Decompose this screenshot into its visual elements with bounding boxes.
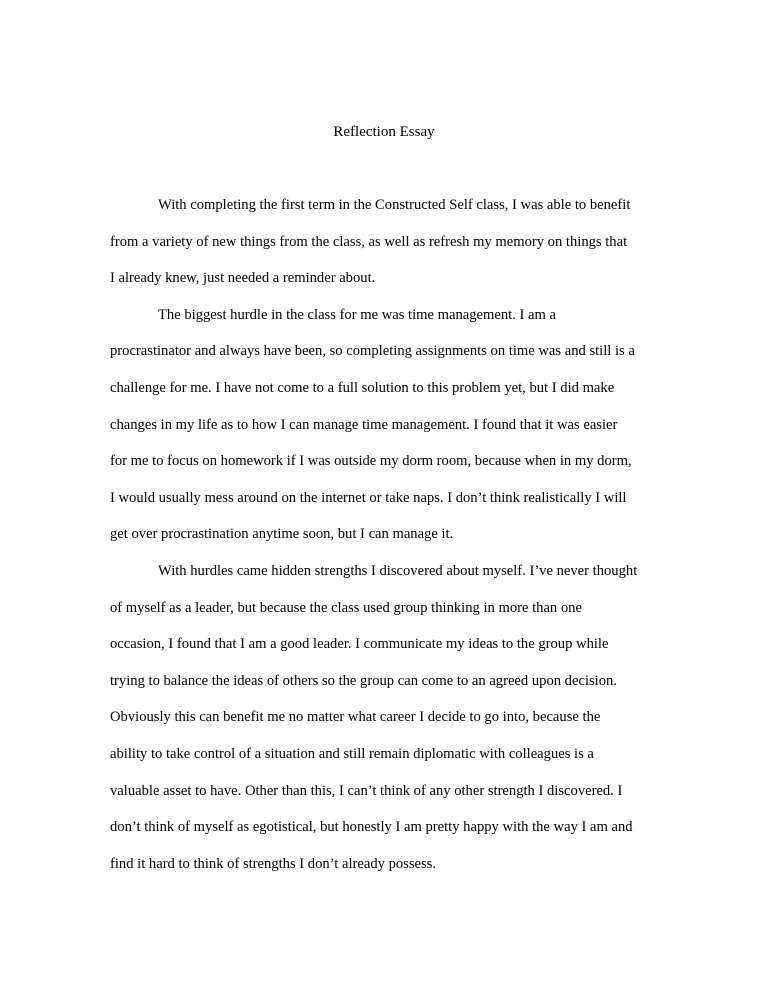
text-line: from a variety of new things from the class, as well as refresh my memory on things that — [110, 233, 628, 250]
text-line: With hurdles came hidden strengths I discovered about myself. I’ve never thought — [158, 562, 638, 579]
essay-title: Reflection Essay — [333, 124, 435, 140]
text-line: With completing the first term in the Constructed Self class, I was able to benefit — [158, 197, 631, 213]
text-line: don’t think of myself as egotistical, but honestly I am pretty happy with the way I am and — [110, 819, 633, 836]
text-line: occasion, I found that I am a good leader. I communicate my ideas to the group while — [110, 636, 609, 653]
text-line: The biggest hurdle in the class for me was time management. I am a — [158, 306, 556, 323]
text-line: I would usually mess around on the internet or take naps. I don’t think realistically I will — [110, 489, 627, 506]
text-line: get over procrastination anytime soon, but I can manage it. — [110, 526, 454, 543]
text-line: I already knew, just needed a reminder about. — [110, 270, 376, 287]
paragraph — [110, 553, 670, 882]
text-line: procrastinator and always have been, so completing assignments on time was and still is a — [110, 343, 635, 360]
text-line: for me to focus on homework if I was outside my dorm room, because when in my dorm, — [110, 453, 632, 470]
text-line: valuable asset to have. Other than this, I can’t think of any other strength I discovered. I — [110, 782, 623, 799]
text-line: find it hard to think of strengths I don’t already possess. — [110, 855, 437, 872]
essay-body — [110, 187, 670, 882]
text-line: ability to take control of a situation and still remain diplomatic with colleagues is a — [110, 745, 594, 762]
paragraph — [110, 187, 670, 297]
text-line: challenge for me. I have not come to a full solution to this problem yet, but I did make — [110, 379, 615, 396]
text-line: changes in my life as to how I can manage time management. I found that it was easier — [110, 416, 618, 433]
text-line: Obviously this can benefit me no matter what career I decide to go into, because the — [110, 709, 601, 726]
text-line: of myself as a leader, but because the class used group thinking in more than one — [110, 599, 582, 616]
paragraph — [110, 297, 670, 553]
text-line: trying to balance the ideas of others so the group can come to an agreed upon decision. — [110, 672, 617, 689]
